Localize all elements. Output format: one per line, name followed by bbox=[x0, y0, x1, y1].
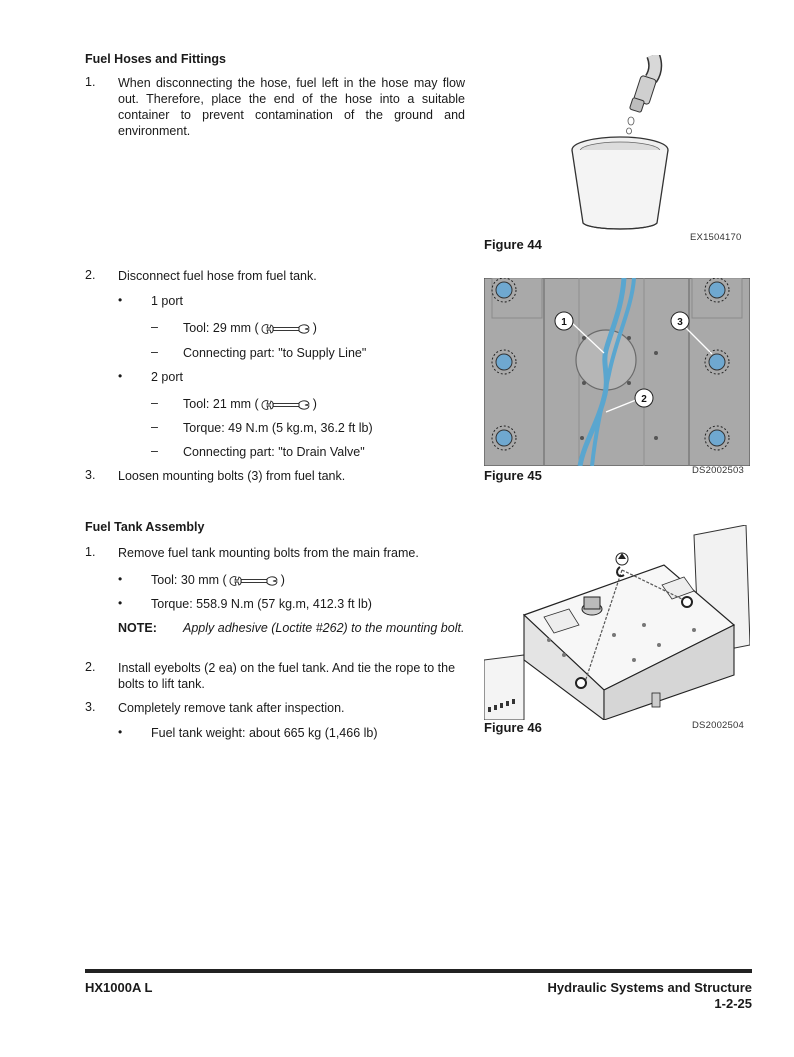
bullet: • bbox=[118, 369, 123, 383]
tool-spec: Tool: 29 mm ( ) bbox=[183, 321, 317, 335]
dash: – bbox=[151, 396, 158, 410]
figure-46-label: Figure 46 bbox=[484, 720, 542, 735]
torque-spec: Torque: 49 N.m (5 kg.m, 36.2 ft lb) bbox=[183, 421, 373, 435]
dash: – bbox=[151, 420, 158, 434]
tool-spec: Tool: 21 mm ( ) bbox=[183, 397, 317, 411]
figure-44-code: EX1504170 bbox=[690, 232, 742, 243]
bullet: • bbox=[118, 572, 123, 586]
footer-section-title: Hydraulic Systems and Structure bbox=[547, 980, 752, 995]
footer-model: HX1000A L bbox=[85, 980, 153, 995]
connecting-part: Connecting part: "to Drain Valve" bbox=[183, 445, 365, 459]
bullet: • bbox=[118, 596, 123, 610]
step-text: When disconnecting the hose, fuel left in the hose may flow out. Therefore, place the end of the hose into a suitable container to prevent contamination of the ground and environment. bbox=[118, 76, 465, 138]
tool-spec: Tool: 30 mm ( ) bbox=[151, 573, 285, 587]
section-heading-fuel-tank-assembly: Fuel Tank Assembly bbox=[85, 520, 205, 534]
footer-page-number: 1-2-25 bbox=[714, 996, 752, 1011]
step-text: Disconnect fuel hose from fuel tank. bbox=[118, 269, 317, 283]
torque-spec: Torque: 558.9 N.m (57 kg.m, 412.3 ft lb) bbox=[151, 597, 372, 611]
step-text: Remove fuel tank mounting bolts from the main frame. bbox=[118, 546, 419, 560]
callout-2: 2 bbox=[641, 394, 647, 405]
note-text: Apply adhesive (Loctite #262) to the mounting bolt. bbox=[183, 621, 465, 635]
footer-rule bbox=[85, 969, 752, 973]
figure-46-illustration bbox=[484, 525, 750, 720]
open-end-wrench-icon bbox=[260, 323, 312, 335]
port-label: 2 port bbox=[151, 370, 183, 384]
dash: – bbox=[151, 320, 158, 334]
step-number: 3. bbox=[85, 700, 96, 714]
callout-3: 3 bbox=[677, 317, 683, 328]
step-number: 1. bbox=[85, 75, 96, 89]
figure-44-illustration bbox=[545, 55, 675, 235]
callout-1: 1 bbox=[561, 317, 567, 328]
step-number: 1. bbox=[85, 545, 96, 559]
figure-45-illustration bbox=[484, 278, 750, 466]
dash: – bbox=[151, 444, 158, 458]
figure-44-label: Figure 44 bbox=[484, 237, 542, 252]
figure-46-code: DS2002504 bbox=[692, 720, 744, 731]
step-number: 2. bbox=[85, 660, 96, 674]
port-label: 1 port bbox=[151, 294, 183, 308]
step-number: 2. bbox=[85, 268, 96, 282]
open-end-wrench-icon bbox=[228, 575, 280, 587]
note-label: NOTE: bbox=[118, 621, 157, 635]
bullet: • bbox=[118, 293, 123, 307]
figure-45-code: DS2002503 bbox=[692, 465, 744, 476]
bullet: • bbox=[118, 725, 123, 739]
step-text: Loosen mounting bolts (3) from fuel tank. bbox=[118, 469, 346, 483]
connecting-part: Connecting part: "to Supply Line" bbox=[183, 346, 367, 360]
figure-45-label: Figure 45 bbox=[484, 468, 542, 483]
open-end-wrench-icon bbox=[260, 399, 312, 411]
step-text: Install eyebolts (2 ea) on the fuel tank. And tie the rope to the bolts to lift tank. bbox=[118, 661, 456, 691]
step-text: Completely remove tank after inspection. bbox=[118, 701, 345, 715]
weight-spec: Fuel tank weight: about 665 kg (1,466 lb) bbox=[151, 726, 378, 740]
dash: – bbox=[151, 345, 158, 359]
section-heading-fuel-hoses: Fuel Hoses and Fittings bbox=[85, 52, 226, 66]
step-number: 3. bbox=[85, 468, 96, 482]
